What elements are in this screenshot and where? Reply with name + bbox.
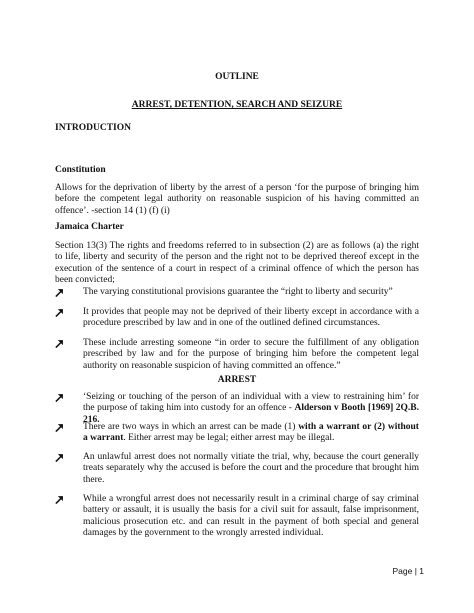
intro-bullet-1: The varying constitutional provisions guarantee the “right to liberty and security”: [83, 287, 393, 297]
list-item: [55, 494, 419, 539]
arrow-bullet-icon: [55, 288, 64, 297]
arrow-bullet-icon: [55, 393, 64, 402]
arrest-heading: ARREST: [217, 375, 257, 385]
charter-heading: Jamaica Charter: [55, 222, 124, 232]
arrest-bullet-1: [83, 392, 419, 426]
constitution-paragraph: Allows for the deprivation of liberty by the arrest of a person ‘for the purpose of bringing him before the competent legal authority on reasonable suspicion of his having committed an offence’. -section 14 (1) (f) (i): [55, 183, 419, 216]
list-item: [55, 452, 419, 486]
arrest-bullet-3: An unlawful arrest does not normally vitiate the trial, why, because the court generally treats separately why the accused is before the court and the procedure that brought him there.: [83, 452, 419, 485]
arrest-bullet-2-bold: with a warrant or (2) without a warrant: [83, 422, 419, 444]
list-item: [55, 422, 419, 445]
list-item: [55, 338, 419, 372]
arrest-bullet-4: While a wrongful arrest does not necessarily result in a criminal charge of say criminal battery or assault, it is usually the basis for a civil suit for assault, false imprisonment, malicious prosecution etc. and can result in the payment of both special and general damages by the government to the wrongly arrested individual.: [83, 494, 419, 538]
arrow-bullet-icon: [55, 339, 64, 348]
list-item: [55, 307, 419, 330]
arrow-bullet-icon: [55, 453, 64, 462]
arrest-bullet-2-pre: There are two ways in which an arrest can be made (1): [83, 422, 299, 432]
arrest-bullet-2: [83, 422, 419, 445]
charter-paragraph: Section 13(3) The rights and freedoms referred to in subsection (2) are as follows (a) the right to life, liberty and security of the person and the right not to be deprived thereof except in the execution of the sentence of a court in respect of a criminal offence of which the person has been convicted;: [55, 241, 419, 285]
page-number: Page | 1: [392, 566, 424, 576]
intro-bullet-3: These include arresting someone “in order to secure the fulfillment of any obligation prescribed by law and for the purpose of bringing him before the competent legal authority on reasonable suspicion of having committed an offence.”: [83, 338, 419, 371]
constitution-heading: Constitution: [55, 165, 106, 175]
introduction-heading: INTRODUCTION: [55, 123, 132, 133]
arrow-bullet-icon: [55, 423, 64, 432]
case-citation: Alderson v Booth [1969] 2Q.B. 216.: [83, 403, 419, 425]
list-item: [55, 392, 419, 426]
outline-title: OUTLINE: [215, 72, 259, 82]
arrest-bullet-1-text: ‘Seizing or touching of the person of an individual with a view to restraining him’ for the purpose of taking him into custody for an offence -: [83, 392, 419, 414]
main-title: ARREST, DETENTION, SEARCH AND SEIZURE: [131, 100, 343, 110]
intro-bullet-2: It provides that people may not be deprived of their liberty except in accordance with a procedure prescribed by law and in one of the outlined defined circumstances.: [83, 307, 419, 329]
arrow-bullet-icon: [55, 308, 64, 317]
arrow-bullet-icon: [55, 495, 64, 504]
list-item: [55, 287, 419, 298]
arrest-bullet-2-post: . Either arrest may be legal; either arrest may be illegal.: [123, 433, 335, 444]
